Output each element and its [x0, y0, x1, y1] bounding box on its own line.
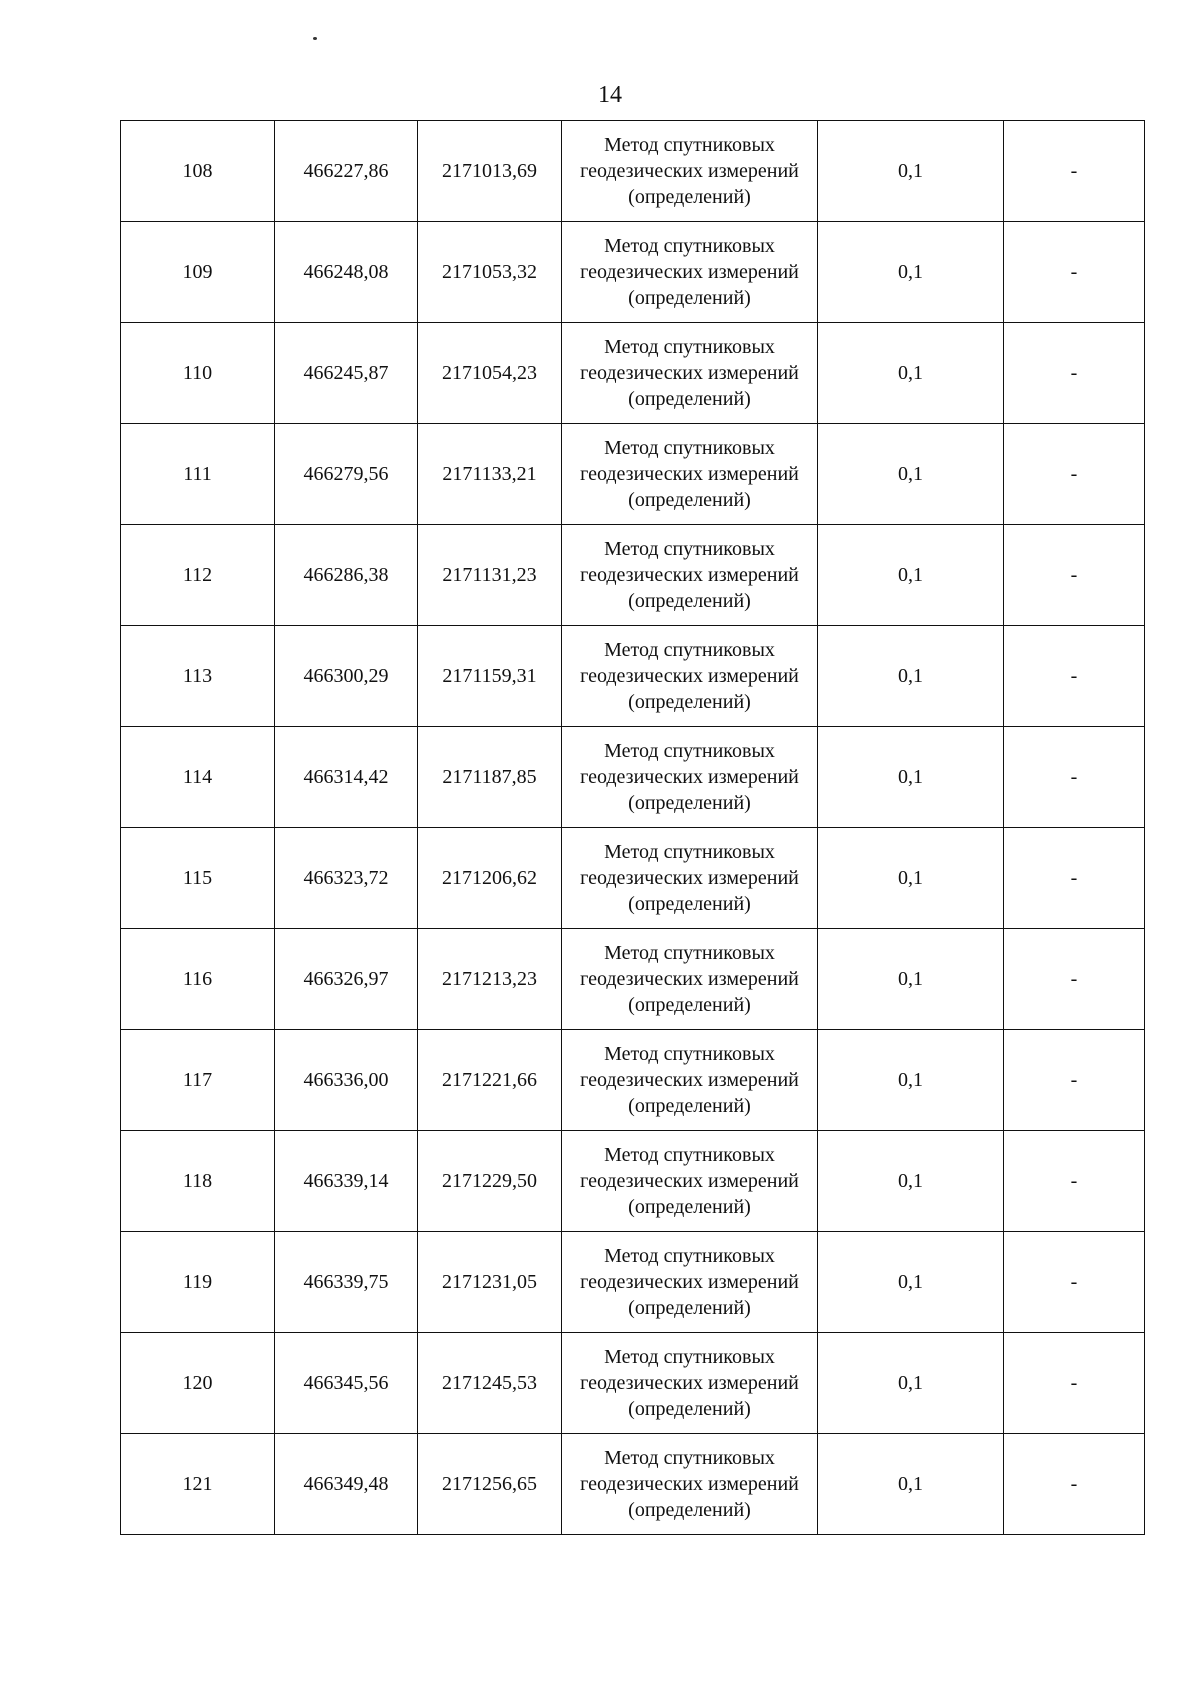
coordinates-table — [120, 120, 1145, 1535]
method-line: Метод спутниковых — [604, 1346, 775, 1368]
page-number: 14 — [598, 82, 622, 108]
point-number-cell: 110 — [121, 323, 275, 424]
accuracy-cell: 0,1 — [818, 525, 1004, 626]
method-line: Метод спутниковых — [604, 437, 775, 459]
method-line: (определений) — [628, 691, 751, 713]
method-line: Метод спутниковых — [604, 235, 775, 257]
note-cell: - — [1004, 626, 1145, 727]
method-line: Метод спутниковых — [604, 639, 775, 661]
method-line: геодезических измерений — [580, 1170, 799, 1192]
x-coordinate-cell: 466227,86 — [275, 121, 418, 222]
method-line: (определений) — [628, 186, 751, 208]
scan-speck — [313, 37, 317, 40]
accuracy-cell: 0,1 — [818, 1131, 1004, 1232]
table-row — [121, 525, 1145, 626]
y-coordinate-cell: 2171245,53 — [418, 1333, 562, 1434]
method-line: (определений) — [628, 994, 751, 1016]
method-cell — [562, 828, 818, 929]
method-line: Метод спутниковых — [604, 538, 775, 560]
coordinates-table-body — [121, 121, 1145, 1535]
accuracy-cell: 0,1 — [818, 1333, 1004, 1434]
accuracy-cell: 0,1 — [818, 929, 1004, 1030]
method-line: Метод спутниковых — [604, 1447, 775, 1469]
note-cell: - — [1004, 1434, 1145, 1535]
table-row — [121, 1333, 1145, 1434]
table-row — [121, 424, 1145, 525]
accuracy-cell: 0,1 — [818, 121, 1004, 222]
method-line: (определений) — [628, 1499, 751, 1521]
x-coordinate-cell: 466349,48 — [275, 1434, 418, 1535]
method-line: геодезических измерений — [580, 1069, 799, 1091]
y-coordinate-cell: 2171013,69 — [418, 121, 562, 222]
method-cell — [562, 929, 818, 1030]
x-coordinate-cell: 466286,38 — [275, 525, 418, 626]
y-coordinate-cell: 2171213,23 — [418, 929, 562, 1030]
y-coordinate-cell: 2171229,50 — [418, 1131, 562, 1232]
method-line: геодезических измерений — [580, 665, 799, 687]
method-line: Метод спутниковых — [604, 1043, 775, 1065]
table-row — [121, 121, 1145, 222]
method-line: Метод спутниковых — [604, 1245, 775, 1267]
y-coordinate-cell: 2171187,85 — [418, 727, 562, 828]
accuracy-cell: 0,1 — [818, 1030, 1004, 1131]
table-row — [121, 727, 1145, 828]
method-line: геодезических измерений — [580, 867, 799, 889]
table-row — [121, 626, 1145, 727]
method-line: геодезических измерений — [580, 261, 799, 283]
point-number-cell: 119 — [121, 1232, 275, 1333]
method-line: (определений) — [628, 1095, 751, 1117]
accuracy-cell: 0,1 — [818, 727, 1004, 828]
method-cell — [562, 1131, 818, 1232]
x-coordinate-cell: 466279,56 — [275, 424, 418, 525]
method-cell — [562, 323, 818, 424]
note-cell: - — [1004, 828, 1145, 929]
table-row — [121, 222, 1145, 323]
accuracy-cell: 0,1 — [818, 626, 1004, 727]
accuracy-cell: 0,1 — [818, 1232, 1004, 1333]
note-cell: - — [1004, 121, 1145, 222]
method-cell — [562, 1434, 818, 1535]
accuracy-cell: 0,1 — [818, 424, 1004, 525]
x-coordinate-cell: 466248,08 — [275, 222, 418, 323]
method-line: (определений) — [628, 489, 751, 511]
y-coordinate-cell: 2171131,23 — [418, 525, 562, 626]
method-line: Метод спутниковых — [604, 134, 775, 156]
method-line: геодезических измерений — [580, 564, 799, 586]
point-number-cell: 114 — [121, 727, 275, 828]
method-line: Метод спутниковых — [604, 1144, 775, 1166]
note-cell: - — [1004, 323, 1145, 424]
y-coordinate-cell: 2171256,65 — [418, 1434, 562, 1535]
method-line: (определений) — [628, 1297, 751, 1319]
method-cell — [562, 1333, 818, 1434]
y-coordinate-cell: 2171133,21 — [418, 424, 562, 525]
point-number-cell: 116 — [121, 929, 275, 1030]
method-line: Метод спутниковых — [604, 740, 775, 762]
note-cell: - — [1004, 1232, 1145, 1333]
x-coordinate-cell: 466323,72 — [275, 828, 418, 929]
method-line: (определений) — [628, 388, 751, 410]
note-cell: - — [1004, 1333, 1145, 1434]
x-coordinate-cell: 466339,75 — [275, 1232, 418, 1333]
note-cell: - — [1004, 424, 1145, 525]
note-cell: - — [1004, 1131, 1145, 1232]
y-coordinate-cell: 2171159,31 — [418, 626, 562, 727]
point-number-cell: 109 — [121, 222, 275, 323]
method-line: (определений) — [628, 1196, 751, 1218]
table-row — [121, 1232, 1145, 1333]
y-coordinate-cell: 2171053,32 — [418, 222, 562, 323]
accuracy-cell: 0,1 — [818, 222, 1004, 323]
table-row — [121, 1030, 1145, 1131]
method-cell — [562, 1232, 818, 1333]
note-cell: - — [1004, 525, 1145, 626]
method-line: Метод спутниковых — [604, 942, 775, 964]
method-line: (определений) — [628, 1398, 751, 1420]
note-cell: - — [1004, 929, 1145, 1030]
method-cell — [562, 626, 818, 727]
method-cell — [562, 727, 818, 828]
table-row — [121, 323, 1145, 424]
method-line: геодезических измерений — [580, 968, 799, 990]
method-cell — [562, 424, 818, 525]
method-line: геодезических измерений — [580, 362, 799, 384]
point-number-cell: 108 — [121, 121, 275, 222]
y-coordinate-cell: 2171221,66 — [418, 1030, 562, 1131]
point-number-cell: 118 — [121, 1131, 275, 1232]
note-cell: - — [1004, 1030, 1145, 1131]
point-number-cell: 111 — [121, 424, 275, 525]
table-row — [121, 1434, 1145, 1535]
method-line: Метод спутниковых — [604, 841, 775, 863]
method-line: геодезических измерений — [580, 1473, 799, 1495]
point-number-cell: 121 — [121, 1434, 275, 1535]
note-cell: - — [1004, 222, 1145, 323]
x-coordinate-cell: 466314,42 — [275, 727, 418, 828]
point-number-cell: 117 — [121, 1030, 275, 1131]
method-cell — [562, 525, 818, 626]
accuracy-cell: 0,1 — [818, 828, 1004, 929]
accuracy-cell: 0,1 — [818, 323, 1004, 424]
method-line: (определений) — [628, 893, 751, 915]
point-number-cell: 115 — [121, 828, 275, 929]
point-number-cell: 113 — [121, 626, 275, 727]
y-coordinate-cell: 2171054,23 — [418, 323, 562, 424]
method-cell — [562, 222, 818, 323]
method-line: (определений) — [628, 590, 751, 612]
method-line: геодезических измерений — [580, 766, 799, 788]
table-row — [121, 828, 1145, 929]
method-line: геодезических измерений — [580, 1271, 799, 1293]
method-line: геодезических измерений — [580, 160, 799, 182]
x-coordinate-cell: 466300,29 — [275, 626, 418, 727]
x-coordinate-cell: 466345,56 — [275, 1333, 418, 1434]
x-coordinate-cell: 466245,87 — [275, 323, 418, 424]
point-number-cell: 112 — [121, 525, 275, 626]
method-line: геодезических измерений — [580, 1372, 799, 1394]
y-coordinate-cell: 2171231,05 — [418, 1232, 562, 1333]
table-row — [121, 1131, 1145, 1232]
table-row — [121, 929, 1145, 1030]
method-line: (определений) — [628, 287, 751, 309]
accuracy-cell: 0,1 — [818, 1434, 1004, 1535]
method-cell — [562, 121, 818, 222]
method-line: геодезических измерений — [580, 463, 799, 485]
x-coordinate-cell: 466326,97 — [275, 929, 418, 1030]
point-number-cell: 120 — [121, 1333, 275, 1434]
y-coordinate-cell: 2171206,62 — [418, 828, 562, 929]
method-cell — [562, 1030, 818, 1131]
x-coordinate-cell: 466339,14 — [275, 1131, 418, 1232]
method-line: (определений) — [628, 792, 751, 814]
note-cell: - — [1004, 727, 1145, 828]
x-coordinate-cell: 466336,00 — [275, 1030, 418, 1131]
method-line: Метод спутниковых — [604, 336, 775, 358]
